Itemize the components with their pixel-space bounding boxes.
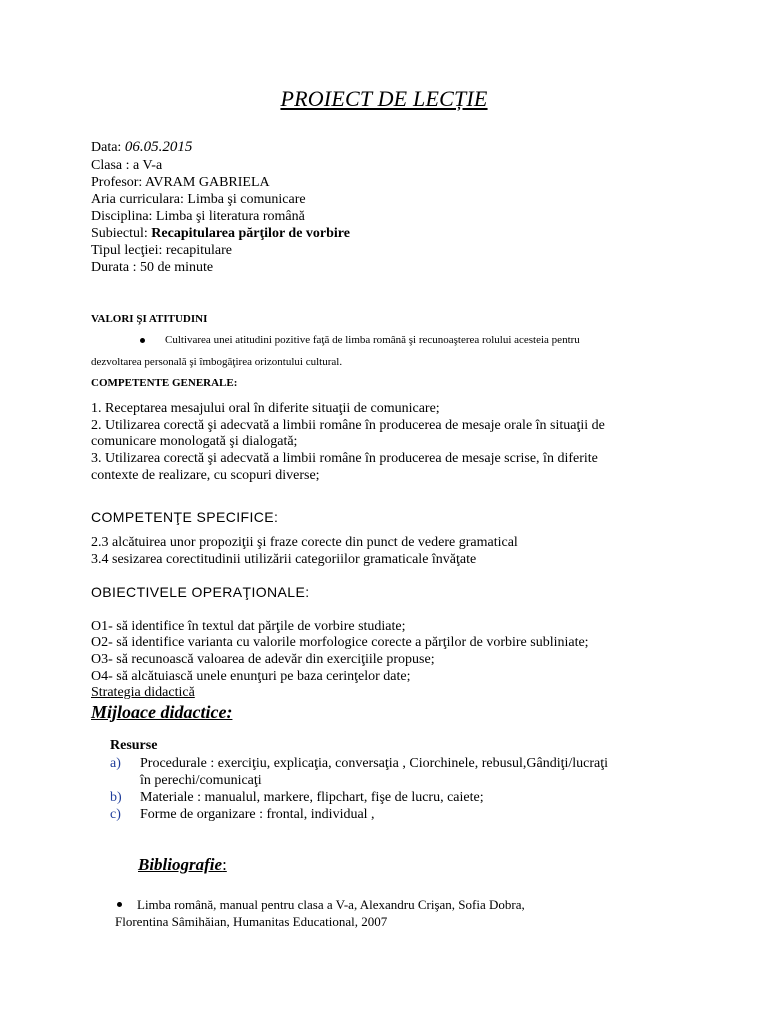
- valori-line-1: Cultivarea unei atitudini pozitive faţă de limba română şi recunoaşterea rolului acesteia pentru: [165, 334, 580, 346]
- date-line: [91, 139, 192, 156]
- obiectiv-o3: O3- să recunoască valoarea de adevăr din exerciţiile propuse;: [91, 652, 435, 667]
- cg-line-3: comunicare monologată şi dialogată;: [91, 434, 298, 449]
- bibliografie-title: Bibliografie: [138, 855, 223, 874]
- obiectiv-o2: O2- să identifice varianta cu valorile morfologice corecte a părţilor de vorbire subliniate;: [91, 635, 589, 650]
- subiect-label: Subiectul:: [91, 226, 152, 241]
- bibliografie-heading: [138, 855, 227, 875]
- cg-line-4: 3. Utilizarea corectă şi adecvată a limbii române în producerea de mesaje scrise, în diferite: [91, 451, 598, 466]
- resursa-b-line-1: Materiale : manualul, markere, flipchart, fişe de lucru, caiete;: [140, 790, 484, 805]
- resursa-c-line-1: Forme de organizare : frontal, individual ,: [140, 807, 375, 822]
- cs-line-2: 3.4 sesizarea corectitudinii utilizării categoriilor gramaticale învăţate: [91, 552, 477, 567]
- cg-line-2: 2. Utilizarea corectă şi adecvată a limbii române în producerea de mesaje orale în situaţii de: [91, 418, 605, 433]
- date-label: Data:: [91, 140, 125, 155]
- valori-heading: VALORI ŞI ATITUDINI: [91, 313, 208, 325]
- list-marker-a: a): [110, 756, 121, 771]
- resursa-a-line-1: Procedurale : exerciţiu, explicaţia, conversaţia , Ciorchinele, rebusul,Gândiţi/lucraţi: [140, 756, 609, 771]
- resurse-label: Resurse: [110, 738, 158, 753]
- profesor-line: Profesor: AVRAM GABRIELA: [91, 175, 270, 190]
- competente-generale-heading: COMPETENTE GENERALE:: [91, 377, 238, 389]
- tipul-line: Tipul lecţiei: recapitulare: [91, 243, 232, 258]
- list-marker-b: b): [110, 790, 122, 805]
- resursa-a: [110, 755, 608, 772]
- competente-specifice-heading: COMPETENŢE SPECIFICE:: [91, 509, 279, 525]
- bullet-icon: [117, 902, 122, 907]
- subiect-line: [91, 225, 350, 242]
- disciplina-line: Disciplina: Limba şi literatura română: [91, 209, 305, 224]
- obiectiv-o4: O4- să alcătuiască unele enunţuri pe baza cerinţelor date;: [91, 669, 411, 684]
- page-title: PROIECT DE LECȚIE: [280, 86, 488, 111]
- valori-line-2: dezvoltarea personală şi îmbogăţirea orizontului cultural.: [91, 356, 343, 368]
- resursa-a-line-2: în perechi/comunicaţi: [140, 773, 262, 788]
- bullet-icon: [140, 338, 145, 343]
- clasa-line: Clasa : a V-a: [91, 158, 163, 173]
- cs-line-1: 2.3 alcătuirea unor propoziţii şi fraze corecte din punct de vedere gramatical: [91, 535, 518, 550]
- bibliografie-line-2: Florentina Sâmihăian, Humanitas Educational, 2007: [115, 914, 388, 929]
- resursa-c: [110, 806, 375, 823]
- obiective-heading: OBIECTIVELE OPERAŢIONALE:: [91, 584, 310, 600]
- bibliografie-line-1: Limba română, manual pentru clasa a V-a, Alexandru Crişan, Sofia Dobra,: [137, 897, 525, 912]
- mijloace-heading: Mijloace didactice:: [91, 702, 233, 722]
- cg-line-5: contexte de realizare, cu scopuri diverse;: [91, 468, 320, 483]
- bibliografie-colon: :: [222, 855, 227, 874]
- aria-line: Aria curriculara: Limba şi comunicare: [91, 192, 306, 207]
- strategia-didactica: Strategia didactică: [91, 685, 195, 700]
- resursa-b: [110, 789, 484, 806]
- durata-line: Durata : 50 de minute: [91, 260, 214, 275]
- cg-line-1: 1. Receptarea mesajului oral în diferite situaţii de comunicare;: [91, 401, 440, 416]
- list-marker-c: c): [110, 807, 121, 822]
- date-value: 06.05.2015: [124, 139, 193, 155]
- subiect-value: Recapitularea părţilor de vorbire: [151, 226, 350, 241]
- obiectiv-o1: O1- să identifice în textul dat părţile de vorbire studiate;: [91, 619, 406, 634]
